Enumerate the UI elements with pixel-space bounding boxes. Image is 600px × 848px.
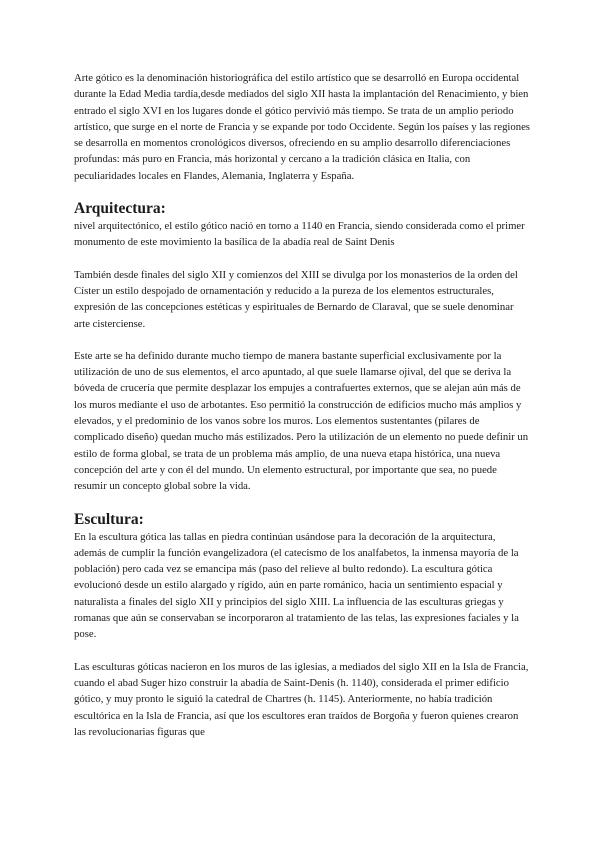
- document-page: [74, 70, 530, 740]
- section-heading-arquitectura: Arquitectura:: [74, 200, 166, 218]
- section-heading-escultura: Escultura:: [74, 510, 144, 528]
- escultura-paragraph-2: Las esculturas góticas nacieron en los muros de las iglesias, a mediados del siglo XII en la Isla de Francia, cuando el abad Suger hizo construir la abadía de Saint-Denis (h. 1140), considerada el primer edificio gótico, y muy pronto le siguió la catedral de Chartres (h. 1145). Anteriormente, no había tradición escultórica en la Isla de Francia, así que los escultores eran traídos de Borgoña y fueron quienes crearon las revolucionarias figuras que: [74, 660, 529, 738]
- arquitectura-paragraph-1: nivel arquitectónico, el estilo gótico nació en torno a 1140 en Francia, siendo considerada como el primer monumento de este movimiento la basílica de la abadía real de Saint Denis: [74, 220, 525, 249]
- escultura-paragraph-1: En la escultura gótica las tallas en piedra continúan usándose para la decoración de la arquitectura, además de cumplir la función evangelizadora (el catecismo de los analfabetos, la inmensa mayoría de la población) pero cada vez se emancipa más (paso del relieve al bulto redondo). La escultura gótica evolucionó desde un estilo alargado y rígido, aún en parte románico, hacia un sentimiento espacial y naturalista a finales del siglo XII y principios del siglo XIII. La influencia de las esculturas griegas y romanas que aún se conservaban se incorporaron al tratamiento de las telas, las expresiones faciales y la pose.: [74, 530, 519, 641]
- arquitectura-paragraph-2: También desde finales del siglo XII y comienzos del XIII se divulga por los monasterios de la orden del Císter un estilo despojado de ornamentación y reducido a la pureza de los elementos estructurales, expresión de las concepciones estéticas y espirituales de Bernardo de Claraval, que se suele denominar arte cisterciense.: [74, 268, 518, 330]
- intro-paragraph: Arte gótico es la denominación historiográfica del estilo artístico que se desarrolló en Europa occidental durante la Edad Media tardía,desde mediados del siglo XII hasta la implantación del Renacimiento, y bien entrado el siglo XVI en los lugares donde el gótico pervivió más tiempo. Se trata de un amplio periodo artístico, que surge en el norte de Francia y se expande por todo Occidente. Según los países y las regiones se desarrolla en momentos cronológicos diversos, ofreciendo en su amplio desarrollo diferenciaciones profundas: más puro en Francia, más horizontal y cercano a la tradición clásica en Italia, con peculiaridades locales en Flandes, Alemania, Inglaterra y España.: [74, 72, 530, 182]
- arquitectura-paragraph-3: Este arte se ha definido durante mucho tiempo de manera bastante superficial exclusivamente por la utilización de uno de sus elementos, el arco apuntado, al que suele llamarse ojival, del que se deriva la bóveda de crucería que permite desplazar los empujes a contrafuertes externos, que se alejan aún más de los muros mediante el uso de arbotantes. Eso permitió la construcción de edificios mucho más amplios y elevados, y el predominio de los vanos sobre los muros. Los elementos sustentantes (pilares de complicado diseño) quedan mucho más estilizados. Pero la utilización de un elemento no puede definir un estilo de forma global, se trata de un problema más amplio, de una nueva etapa histórica, una nueva concepción del arte y con él del mundo. Un elemento estructural, por importante que sea, no puede resumir un concepto global sobre la vida.: [74, 349, 529, 493]
